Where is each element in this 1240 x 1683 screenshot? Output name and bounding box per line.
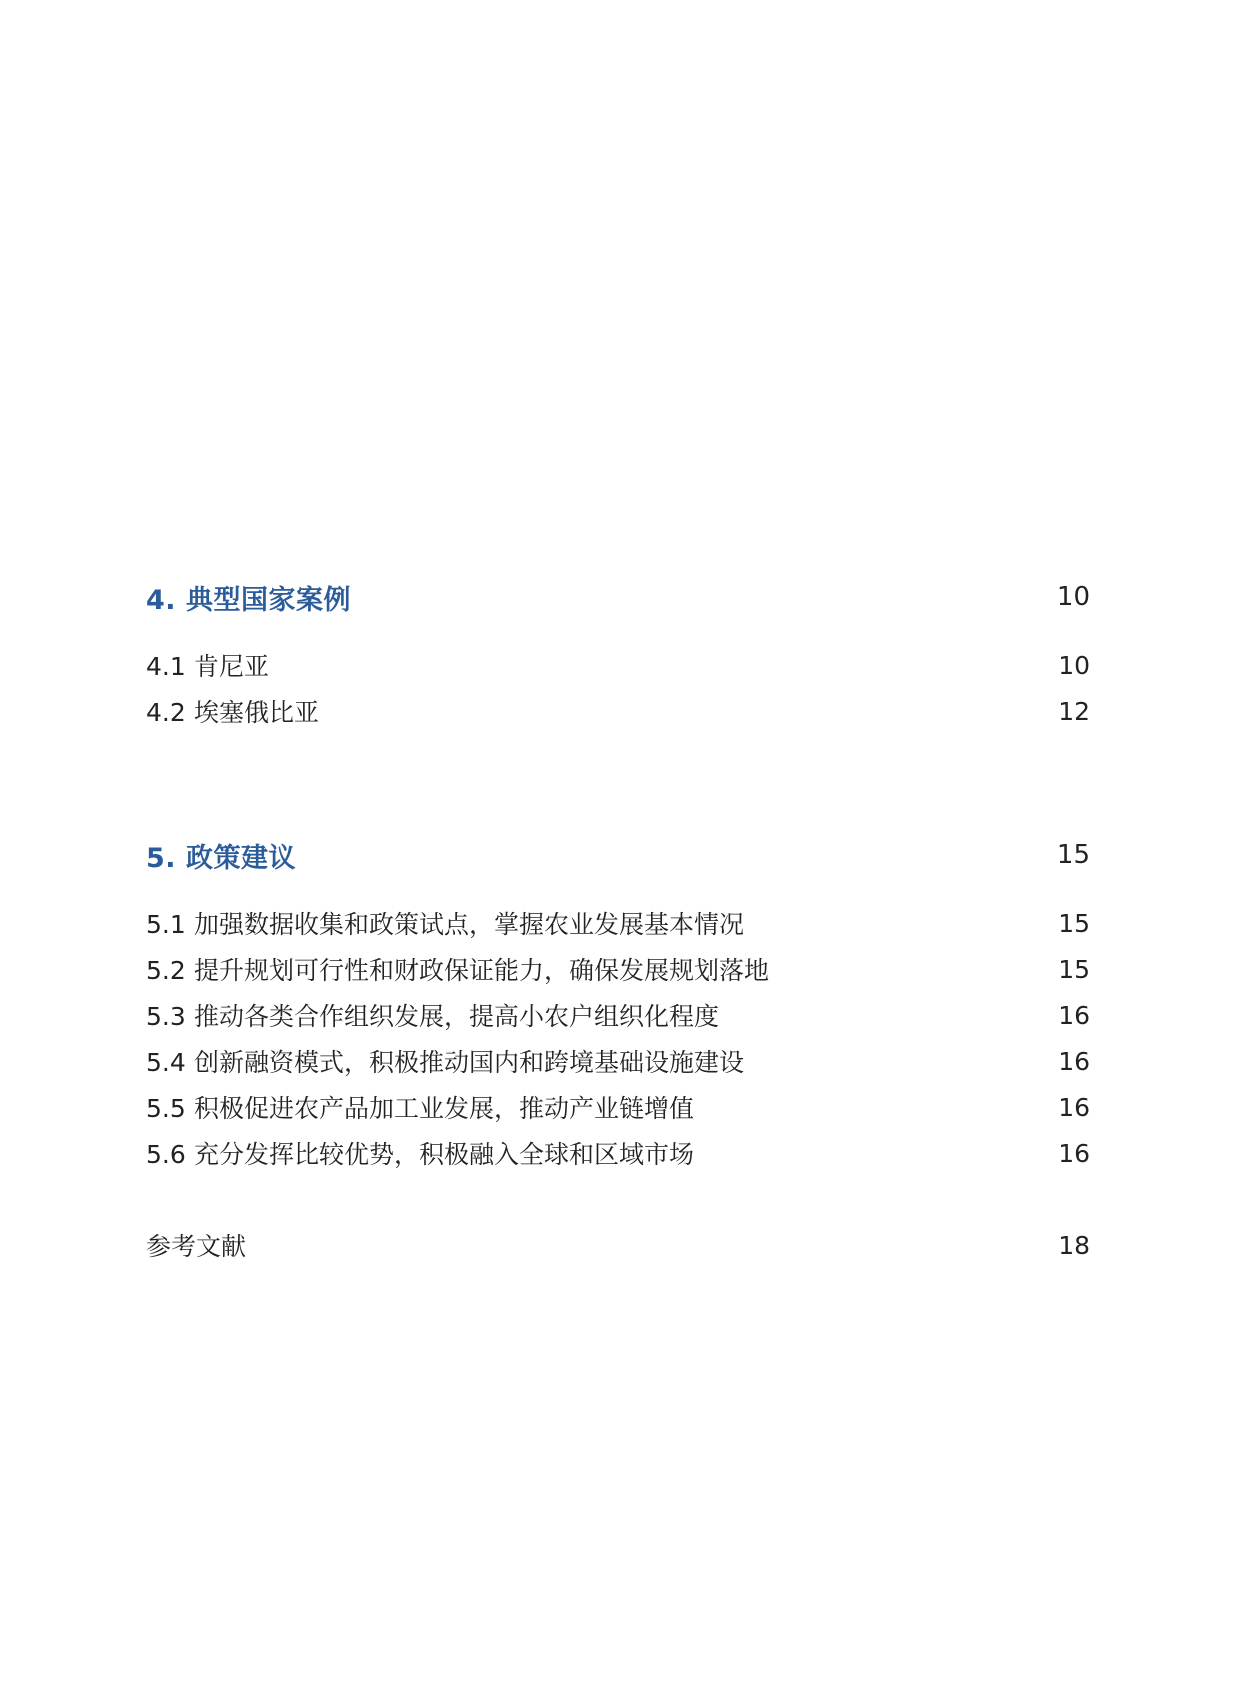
toc-item-5-1[interactable] [146, 900, 1090, 946]
toc-references-title: 参考文献 [146, 1232, 247, 1261]
toc-item-title [146, 951, 769, 987]
toc-item-text: 推动各类合作组织发展，提高小农户组织化程度 [194, 1002, 720, 1031]
toc-item-number: 5.6 [146, 1140, 186, 1169]
toc-item-5-6[interactable] [146, 1130, 1090, 1176]
toc-page-number: 15 [1058, 954, 1090, 984]
toc-item-4-2[interactable] [146, 688, 1090, 734]
toc-item-title [146, 693, 319, 729]
toc-item-text: 积极促进农产品加工业发展，推动产业链增值 [194, 1094, 695, 1123]
toc-page-number: 10 [1056, 582, 1090, 612]
toc-heading-text: 典型国家案例 [185, 584, 351, 616]
toc-page-number: 15 [1056, 840, 1090, 870]
toc-item-title [146, 1043, 744, 1079]
toc-page-number: 16 [1058, 1138, 1090, 1168]
toc-item-text: 加强数据收集和政策试点，掌握农业发展基本情况 [194, 910, 745, 939]
toc-heading-title [146, 578, 351, 617]
toc-item-number: 5.5 [146, 1094, 186, 1123]
toc-page-number: 10 [1058, 650, 1090, 680]
toc-references[interactable] [146, 1222, 1090, 1268]
toc-page-number: 12 [1058, 696, 1090, 726]
toc-page-number: 16 [1058, 1092, 1090, 1122]
toc-item-title [146, 1135, 694, 1171]
toc-section-5 [146, 832, 1090, 1176]
toc-item-text: 肯尼亚 [194, 652, 270, 681]
toc-heading-number: 5. [146, 842, 177, 874]
toc-item-number: 4.1 [146, 652, 186, 681]
toc-heading-number: 4. [146, 584, 177, 616]
toc-item-title [146, 997, 719, 1033]
toc-item-text: 创新融资模式，积极推动国内和跨境基础设施建设 [194, 1048, 745, 1077]
toc-page-number: 16 [1058, 1046, 1090, 1076]
toc-item-number: 4.2 [146, 698, 186, 727]
toc-item-number: 5.3 [146, 1002, 186, 1031]
toc-item-4-1[interactable] [146, 642, 1090, 688]
toc-item-text: 充分发挥比较优势，积极融入全球和区域市场 [194, 1140, 695, 1169]
toc-item-number: 5.1 [146, 910, 186, 939]
toc-item-5-4[interactable] [146, 1038, 1090, 1084]
toc-section-4 [146, 574, 1090, 734]
toc-item-text: 提升规划可行性和财政保证能力，确保发展规划落地 [194, 956, 770, 985]
toc-heading-title [146, 836, 296, 875]
toc-item-title [146, 1089, 694, 1125]
toc-page-number: 15 [1058, 908, 1090, 938]
toc-heading-5[interactable] [146, 832, 1090, 878]
toc-item-title [146, 905, 744, 941]
toc-item-5-2[interactable] [146, 946, 1090, 992]
toc-page-number: 16 [1058, 1000, 1090, 1030]
toc-item-title [146, 647, 269, 683]
toc-page-number: 18 [1058, 1230, 1090, 1260]
toc-item-text: 埃塞俄比亚 [194, 698, 320, 727]
toc-item-5-5[interactable] [146, 1084, 1090, 1130]
table-of-contents [146, 574, 1090, 1268]
toc-item-number: 5.2 [146, 956, 186, 985]
toc-heading-text: 政策建议 [185, 842, 296, 874]
toc-heading-4[interactable] [146, 574, 1090, 620]
toc-item-number: 5.4 [146, 1048, 186, 1077]
toc-item-5-3[interactable] [146, 992, 1090, 1038]
